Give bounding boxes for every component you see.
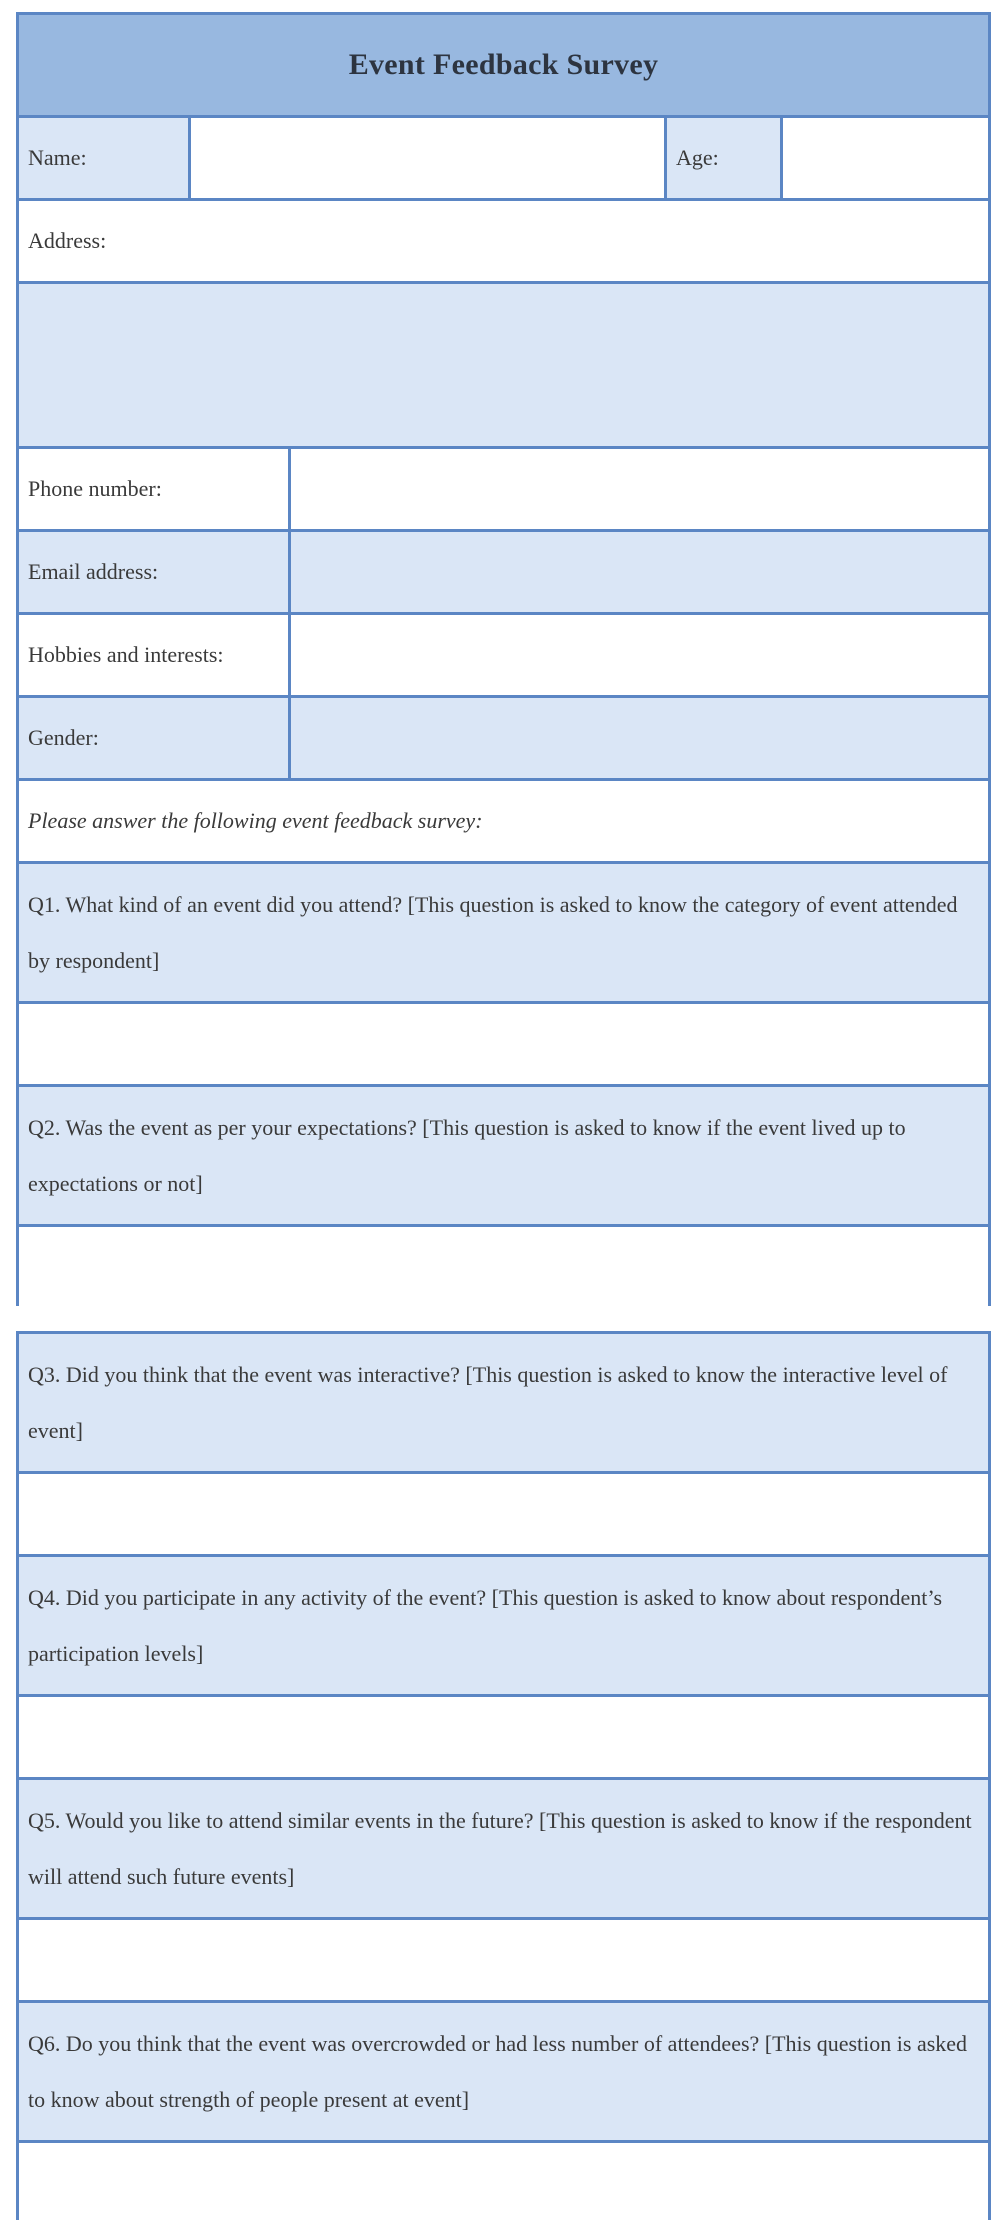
gender-row bbox=[19, 698, 988, 781]
phone-row bbox=[19, 449, 988, 532]
question-row-2 bbox=[19, 1087, 988, 1227]
question-row-1 bbox=[19, 864, 988, 1004]
answer-field-1[interactable] bbox=[19, 1004, 988, 1084]
instruction-row bbox=[19, 781, 988, 864]
answer-field-2[interactable] bbox=[19, 1227, 988, 1310]
survey-title: Event Feedback Survey bbox=[348, 48, 659, 81]
answer-row-5 bbox=[19, 1920, 988, 2003]
question-1: Q1. What kind of an event did you attend? [This question is asked to know the category of event attended by respondent] bbox=[19, 864, 988, 1001]
survey-form-page-1 bbox=[16, 12, 991, 1306]
gender-field[interactable] bbox=[288, 698, 988, 778]
email-label: Email address: bbox=[19, 532, 288, 612]
name-label: Name: bbox=[19, 118, 188, 198]
answer-field-4[interactable] bbox=[19, 1697, 988, 1777]
answer-field-6[interactable] bbox=[19, 2143, 988, 2226]
name-field[interactable] bbox=[188, 118, 664, 198]
answer-field-3[interactable] bbox=[19, 1474, 988, 1554]
hobbies-label: Hobbies and interests: bbox=[19, 615, 288, 695]
question-2: Q2. Was the event as per your expectations? [This question is asked to know if the event lived up to expectations or not] bbox=[19, 1087, 988, 1224]
survey-instruction: Please answer the following event feedback survey: bbox=[19, 781, 988, 861]
phone-field[interactable] bbox=[288, 449, 988, 529]
gender-label: Gender: bbox=[19, 698, 288, 778]
answer-row-1 bbox=[19, 1004, 988, 1087]
answer-row-6 bbox=[19, 2143, 988, 2226]
question-row-6 bbox=[19, 2003, 988, 2143]
age-field[interactable] bbox=[780, 118, 988, 198]
address-field[interactable] bbox=[19, 284, 988, 446]
question-6: Q6. Do you think that the event was overcrowded or had less number of attendees? [This question is asked to know about strength of people present at event] bbox=[19, 2003, 988, 2140]
question-row-5 bbox=[19, 1780, 988, 1920]
address-label: Address: bbox=[19, 201, 988, 281]
question-row-4 bbox=[19, 1557, 988, 1697]
hobbies-field[interactable] bbox=[288, 615, 988, 695]
answer-field-5[interactable] bbox=[19, 1920, 988, 2000]
question-row-3 bbox=[19, 1334, 988, 1474]
answer-row-3 bbox=[19, 1474, 988, 1557]
address-label-row bbox=[19, 201, 988, 284]
name-age-row bbox=[19, 118, 988, 201]
question-5: Q5. Would you like to attend similar events in the future? [This question is asked to know if the respondent will attend such future events] bbox=[19, 1780, 988, 1917]
email-row bbox=[19, 532, 988, 615]
question-3: Q3. Did you think that the event was interactive? [This question is asked to know the interactive level of event] bbox=[19, 1334, 988, 1471]
answer-row-4 bbox=[19, 1697, 988, 1780]
email-field[interactable] bbox=[288, 532, 988, 612]
question-4: Q4. Did you participate in any activity of the event? [This question is asked to know about respondent’s participation levels] bbox=[19, 1557, 988, 1694]
title-row bbox=[19, 15, 988, 118]
address-row bbox=[19, 284, 988, 449]
age-label: Age: bbox=[664, 118, 780, 198]
phone-label: Phone number: bbox=[19, 449, 288, 529]
answer-row-2 bbox=[19, 1227, 988, 1310]
survey-form-page-2 bbox=[16, 1331, 991, 2220]
hobbies-row bbox=[19, 615, 988, 698]
